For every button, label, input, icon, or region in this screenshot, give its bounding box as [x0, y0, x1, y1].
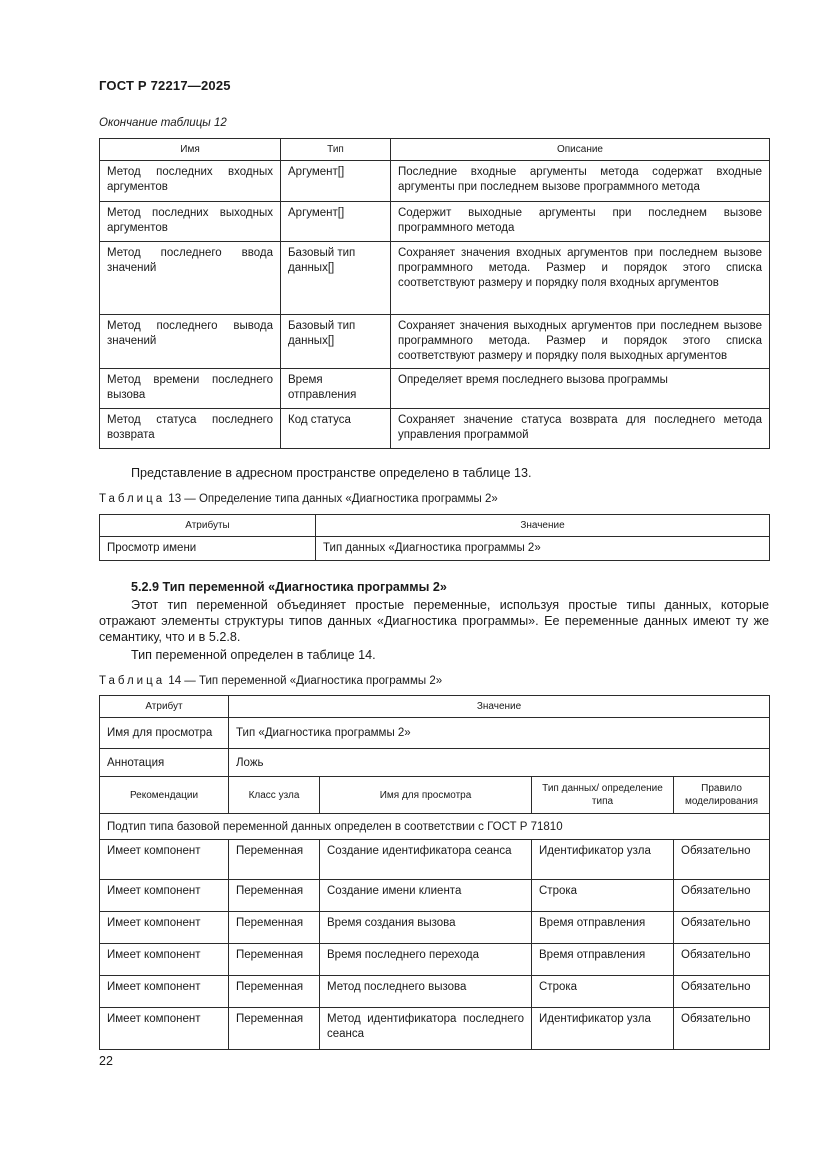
column-header: Атрибуты	[100, 515, 316, 537]
table-13	[99, 514, 770, 561]
cell-name: Метод последних выходных аргументов	[100, 202, 281, 242]
column-header: Значение	[316, 515, 770, 537]
column-header: Правило моделирования	[674, 777, 770, 814]
cell-type: Код статуса	[281, 409, 391, 449]
page-number: 22	[99, 1054, 113, 1068]
cell-description: Сохраняет значение статуса возврата для последнего метода управления программой	[391, 409, 770, 449]
paragraph: Тип переменной определен в таблице 14.	[131, 648, 376, 662]
document-header: ГОСТ Р 72217—2025	[99, 78, 231, 93]
cell-modelling-rule: Обязательно	[674, 1008, 770, 1050]
table-row	[100, 1008, 770, 1050]
table-row	[100, 537, 770, 561]
cell-browse-name: Время последнего перехода	[320, 944, 532, 976]
cell-node-class: Переменная	[229, 912, 320, 944]
cell-type: Время отправления	[281, 369, 391, 409]
table-caption-text: 14 — Тип переменной «Диагностика программы 2»	[168, 675, 443, 687]
table-row	[100, 749, 770, 777]
table-row	[100, 840, 770, 880]
cell-description: Последние входные аргументы метода содержат входные аргументы при последнем вызове программного метода	[391, 161, 770, 202]
cell-modelling-rule: Обязательно	[674, 880, 770, 912]
column-header: Описание	[391, 139, 770, 161]
cell-attribute: Аннотация	[100, 749, 229, 777]
cell-type: Аргумент[]	[281, 161, 391, 202]
table-14	[99, 695, 770, 1050]
cell-description: Сохраняет значения входных аргументов при последнем вызове программного метода. Размер и порядок этого списка соответствуют размеру и порядку поля входных аргументов	[391, 242, 770, 315]
table-12	[99, 138, 770, 449]
column-header: Имя для просмотра	[320, 777, 532, 814]
paragraph: Представление в адресном пространстве определено в таблице 13.	[131, 466, 532, 480]
cell-name: Метод последнего вывода значений	[100, 315, 281, 369]
cell-browse-name: Создание идентификатора сеанса	[320, 840, 532, 880]
cell-data-type: Идентификатор узла	[532, 840, 674, 880]
cell-data-type: Идентификатор узла	[532, 1008, 674, 1050]
table-caption-text: 13 — Определение типа данных «Диагностика программы 2»	[168, 493, 498, 505]
cell-value: Ложь	[229, 749, 770, 777]
cell-reference: Имеет компонент	[100, 880, 229, 912]
table-row	[100, 944, 770, 976]
sub-header-row	[100, 777, 770, 814]
column-header: Класс узла	[229, 777, 320, 814]
cell-description: Сохраняет значения выходных аргументов при последнем вызове программного метода. Размер и порядок этого списка соответствуют размеру и порядку поля выходных аргументов	[391, 315, 770, 369]
cell-browse-name: Создание имени клиента	[320, 880, 532, 912]
column-header: Значение	[229, 696, 770, 718]
table14-caption	[99, 675, 442, 687]
table12-caption: Окончание таблицы 12	[99, 117, 227, 129]
cell-type: Аргумент[]	[281, 202, 391, 242]
cell-type: Базовый тип данных[]	[281, 242, 391, 315]
column-header: Рекомендации	[100, 777, 229, 814]
cell-data-type: Время отправления	[532, 912, 674, 944]
column-header: Имя	[100, 139, 281, 161]
cell-reference: Имеет компонент	[100, 944, 229, 976]
table-row	[100, 161, 770, 202]
cell-reference: Имеет компонент	[100, 976, 229, 1008]
cell-attribute: Просмотр имени	[100, 537, 316, 561]
cell-modelling-rule: Обязательно	[674, 976, 770, 1008]
cell-description: Содержит выходные аргументы при последнем вызове программного метода	[391, 202, 770, 242]
cell-reference: Имеет компонент	[100, 1008, 229, 1050]
table-label: Таблица	[99, 675, 166, 687]
cell-subtype: Подтип типа базовой переменной данных определен в соответствии с ГОСТ Р 71810	[100, 814, 770, 840]
cell-data-type: Строка	[532, 880, 674, 912]
table-row	[100, 202, 770, 242]
cell-name: Метод времени последнего вызова	[100, 369, 281, 409]
cell-value: Тип «Диагностика программы 2»	[229, 718, 770, 749]
table-row	[100, 369, 770, 409]
table-row	[100, 814, 770, 840]
cell-data-type: Строка	[532, 976, 674, 1008]
table-row	[100, 912, 770, 944]
column-header: Тип данных/ определение типа	[532, 777, 674, 814]
section-paragraph: Этот тип переменной объединяет простые переменные, используя простые типы данных, которые отражают элементы структуры типов данных «Диагностика программы». Ее переменные данных имеют ту же семантику, что и в 5.2.8.	[99, 598, 769, 644]
table-row	[100, 315, 770, 369]
cell-node-class: Переменная	[229, 1008, 320, 1050]
table-label: Таблица	[99, 493, 166, 505]
cell-reference: Имеет компонент	[100, 840, 229, 880]
cell-attribute: Имя для просмотра	[100, 718, 229, 749]
cell-description: Определяет время последнего вызова программы	[391, 369, 770, 409]
table13-caption	[99, 493, 498, 505]
cell-name: Метод статуса последнего возврата	[100, 409, 281, 449]
cell-reference: Имеет компонент	[100, 912, 229, 944]
cell-value: Тип данных «Диагностика программы 2»	[316, 537, 770, 561]
cell-node-class: Переменная	[229, 840, 320, 880]
cell-browse-name: Метод последнего вызова	[320, 976, 532, 1008]
cell-node-class: Переменная	[229, 976, 320, 1008]
column-header: Тип	[281, 139, 391, 161]
cell-modelling-rule: Обязательно	[674, 944, 770, 976]
cell-browse-name: Метод идентификатора последнего сеанса	[320, 1008, 532, 1050]
cell-name: Метод последнего ввода значений	[100, 242, 281, 315]
cell-data-type: Время отправления	[532, 944, 674, 976]
table-row	[100, 409, 770, 449]
cell-browse-name: Время создания вызова	[320, 912, 532, 944]
cell-name: Метод последних входных аргументов	[100, 161, 281, 202]
cell-modelling-rule: Обязательно	[674, 840, 770, 880]
table-row	[100, 880, 770, 912]
table-row	[100, 976, 770, 1008]
cell-node-class: Переменная	[229, 944, 320, 976]
cell-type: Базовый тип данных[]	[281, 315, 391, 369]
section-heading: 5.2.9 Тип переменной «Диагностика программы 2»	[131, 580, 447, 594]
table-row	[100, 718, 770, 749]
table-row	[100, 242, 770, 315]
cell-modelling-rule: Обязательно	[674, 912, 770, 944]
column-header: Атрибут	[100, 696, 229, 718]
cell-node-class: Переменная	[229, 880, 320, 912]
